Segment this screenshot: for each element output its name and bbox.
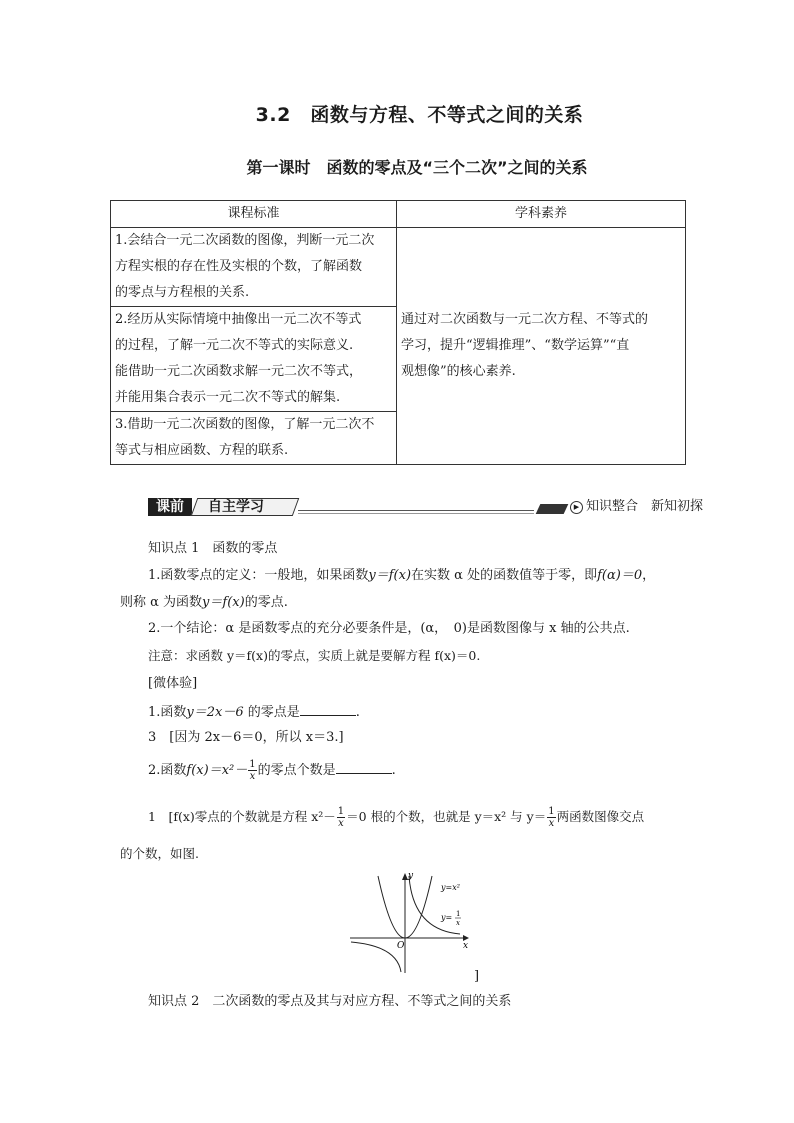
hyperbola-label-num: 1	[456, 910, 461, 918]
table-header-standards: 课程标准	[111, 201, 397, 228]
answer-blank	[300, 703, 356, 716]
hyperbola-label-den: x	[456, 919, 460, 927]
standard-cell-1: 1.会结合一元二次函数的图像，判断一元二次 方程实根的存在性及实根的个数，了解函数 的零点与方程根的关系.	[111, 228, 397, 307]
page-title: 3.2 函数与方程、不等式之间的关系	[255, 104, 584, 126]
fraction: $\frac{1}{x}$	[337, 806, 345, 829]
practice-a2: 1 [f(x)零点的个数就是方程 x²－ $\frac{1}{x}$ ＝0 根的个数，也就是 y＝x² 与 y＝ $\frac{1}{x}$ 两函数图像交点	[148, 806, 645, 829]
fraction: $\frac{1}{x}$	[548, 806, 555, 829]
hyperbola-label: y=	[441, 913, 453, 922]
table-header-literacy: 学科素养	[397, 201, 686, 228]
k1-definition: 1.函数零点的定义：一般地，如果函数y＝f(x)在实数 α 处的函数值等于零，即f(α)＝0，	[148, 568, 656, 583]
literacy-cell: 通过对二次函数与一元二次方程、不等式的 学习，提升“逻辑推理”、“数学运算”“直 观想像”的核心素养.	[397, 228, 686, 465]
practice-a1: 3 [因为 2x－6＝0，所以 x＝3.]	[148, 730, 344, 745]
section-tag: 课前	[148, 498, 192, 516]
x-axis-label: x	[463, 941, 469, 951]
standards-table	[110, 200, 686, 465]
page-subtitle: 第一课时 函数的零点及“三个二次”之间的关系	[246, 158, 588, 177]
k1-definition-cont: 则称 α 为函数y＝f(x)的零点.	[120, 595, 288, 610]
practice-q2: 2.函数f(x)＝x²－ $\frac{1}{x}$ 的零点个数是 .	[148, 759, 396, 782]
section-banner	[148, 496, 708, 518]
function-graph	[345, 868, 480, 978]
origin-label: O	[397, 941, 405, 951]
answer-close-bracket: ]	[474, 969, 480, 984]
standard-cell-3: 3.借助一元二次函数的图像，了解一元二次不 等式与相应函数、方程的联系.	[111, 412, 397, 465]
practice-heading: [微体验]	[148, 676, 198, 691]
k1-heading: 知识点 1 函数的零点	[148, 541, 278, 556]
practice-a2-cont: 的个数，如图.	[120, 846, 199, 861]
practice-q1: 1.函数y＝2x－6 的零点是 .	[148, 705, 360, 720]
parabola-label: y=x²	[441, 883, 460, 892]
section-label: 自主学习	[208, 499, 264, 515]
banner-marker	[536, 504, 569, 514]
section-right-text: 知识整合 新知初探	[586, 499, 704, 514]
fraction: $\frac{1}{x}$	[249, 759, 256, 782]
k2-heading: 知识点 2 二次函数的零点及其与对应方程、不等式之间的关系	[148, 994, 512, 1009]
banner-divider-thin	[298, 513, 534, 514]
answer-blank	[336, 761, 392, 774]
play-icon: ▶	[570, 501, 583, 514]
y-axis-label: y	[408, 871, 414, 881]
k1-conclusion: 2.一个结论：α 是函数零点的充分必要条件是，(α， 0)是函数图像与 x 轴的公共点.	[148, 621, 630, 636]
hyperbola-branch-left	[351, 942, 401, 972]
banner-divider	[298, 510, 534, 511]
standard-cell-2: 2.经历从实际情境中抽像出一元二次不等式 的过程，了解一元二次不等式的实际意义. 能借助一元二次函数求解一元二次不等式， 并能用集合表示一元二次不等式的解集.	[111, 307, 397, 412]
k1-note: 注意：求函数 y＝f(x)的零点，实质上就是要解方程 f(x)＝0.	[148, 648, 481, 663]
